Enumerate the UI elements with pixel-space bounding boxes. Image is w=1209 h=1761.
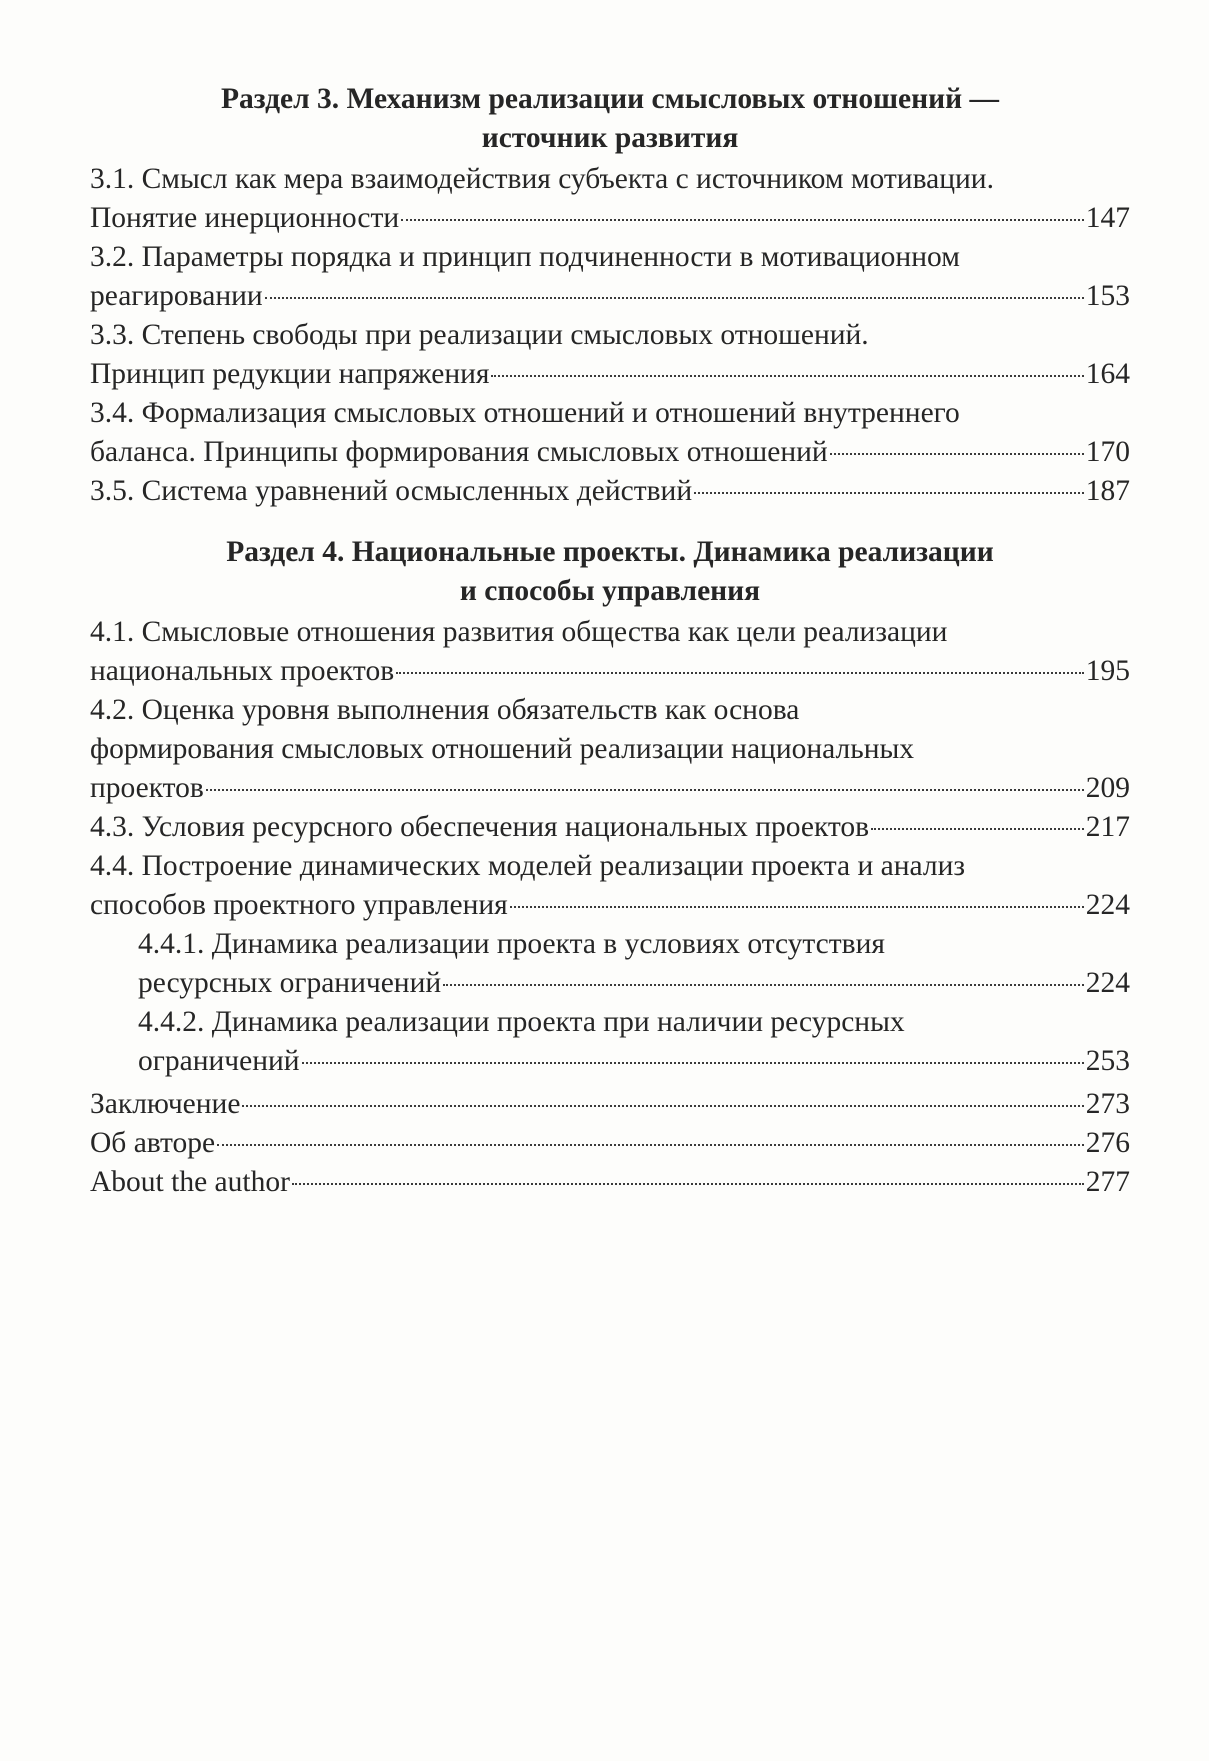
section-spacer (90, 511, 1130, 533)
toc-entry[interactable] (90, 808, 1130, 847)
section-heading (90, 533, 1130, 611)
toc-subentry[interactable] (90, 1003, 1130, 1081)
dot-leader (510, 906, 1084, 908)
page-number: 187 (1085, 475, 1130, 507)
toc-entry-text: 3.4. Формализация смысловых отношений и отношений внутреннего (90, 397, 960, 429)
toc-entry-text: 4.3. Условия ресурсного обеспечения национальных проектов (90, 811, 870, 843)
toc-entry-text: 4.1. Смысловые отношения развития общества как цели реализации (90, 616, 948, 648)
page-number: 153 (1085, 280, 1130, 312)
toc-entry[interactable] (90, 238, 1130, 316)
page-number: 276 (1085, 1127, 1130, 1159)
dot-leader (401, 219, 1084, 221)
toc-entry-text: реагировании (90, 280, 263, 312)
toc-entry-text: ресурсных ограничений (138, 967, 442, 999)
toc-entry[interactable] (90, 160, 1130, 238)
section-heading (90, 80, 1130, 158)
dot-leader (265, 297, 1084, 299)
toc-entry-text: формирования смысловых отношений реализации национальных (90, 733, 915, 765)
dot-leader (871, 828, 1084, 830)
toc-entry[interactable] (90, 472, 1130, 511)
toc-entry-text: 3.5. Система уравнений осмысленных действий (90, 475, 693, 507)
toc-subentry[interactable] (90, 925, 1130, 1003)
toc-entry-text: Об авторе (90, 1127, 216, 1159)
page-number: 217 (1085, 811, 1130, 843)
toc-entry[interactable] (90, 394, 1130, 472)
toc-entry[interactable] (90, 847, 1130, 925)
page-number: 277 (1085, 1166, 1130, 1198)
page-number: 147 (1085, 202, 1130, 234)
page-number: 209 (1085, 772, 1130, 804)
toc-entry[interactable] (90, 316, 1130, 394)
toc-entry-text: 4.4. Построение динамических моделей реализации проекта и анализ (90, 850, 966, 882)
toc-entry-text: проектов (90, 772, 204, 804)
dot-leader (217, 1144, 1084, 1146)
dot-leader (694, 492, 1084, 494)
dot-leader (302, 1062, 1084, 1064)
toc-entry-text: способов проектного управления (90, 889, 508, 921)
page-number: 224 (1085, 967, 1130, 999)
section-heading-line: Раздел 3. Механизм реализации смысловых отношений — (221, 83, 999, 115)
page-number: 195 (1085, 655, 1130, 687)
section-heading-line: Раздел 4. Национальные проекты. Динамика реализации (226, 536, 994, 568)
toc-entry[interactable] (90, 691, 1130, 808)
table-of-contents (90, 80, 1130, 1202)
dot-leader (206, 789, 1084, 791)
dot-leader (491, 375, 1083, 377)
toc-entry-text: ограничений (138, 1045, 300, 1077)
toc-entry-about-author-en[interactable] (90, 1163, 1130, 1202)
toc-entry-text: баланса. Принципы формирования смысловых отношений (90, 436, 828, 468)
dot-leader (242, 1105, 1083, 1107)
page-number: 170 (1085, 436, 1130, 468)
toc-entry[interactable] (90, 613, 1130, 691)
toc-entry-text: Заключение (90, 1088, 241, 1120)
dot-leader (443, 984, 1084, 986)
page-number: 224 (1085, 889, 1130, 921)
page-number: 273 (1085, 1088, 1130, 1120)
toc-entry-text: About the author (90, 1166, 290, 1198)
page-number: 164 (1085, 358, 1130, 390)
toc-entry-about-author-ru[interactable] (90, 1124, 1130, 1163)
dot-leader (396, 672, 1084, 674)
toc-entry-text: 4.4.2. Динамика реализации проекта при наличии ресурсных (138, 1006, 905, 1038)
dot-leader (830, 453, 1084, 455)
toc-entry-text: национальных проектов (90, 655, 395, 687)
section-heading-line: и способы управления (459, 575, 761, 607)
toc-entry-text: 3.3. Степень свободы при реализации смысловых отношений. (90, 319, 869, 351)
dot-leader (292, 1183, 1084, 1185)
toc-entry-text: 3.2. Параметры порядка и принцип подчиненности в мотивационном (90, 241, 960, 273)
toc-entry-conclusion[interactable] (90, 1085, 1130, 1124)
section-heading-line: источник развития (481, 122, 739, 154)
toc-entry-text: 4.4.1. Динамика реализации проекта в условиях отсутствия (138, 928, 885, 960)
page-number: 253 (1085, 1045, 1130, 1077)
toc-entry-text: Понятие инерционности (90, 202, 400, 234)
toc-entry-text: 4.2. Оценка уровня выполнения обязательств как основа (90, 694, 800, 726)
toc-entry-text: 3.1. Смысл как мера взаимодействия субъекта с источником мотивации. (90, 163, 994, 195)
toc-entry-text: Принцип редукции напряжения (90, 358, 490, 390)
